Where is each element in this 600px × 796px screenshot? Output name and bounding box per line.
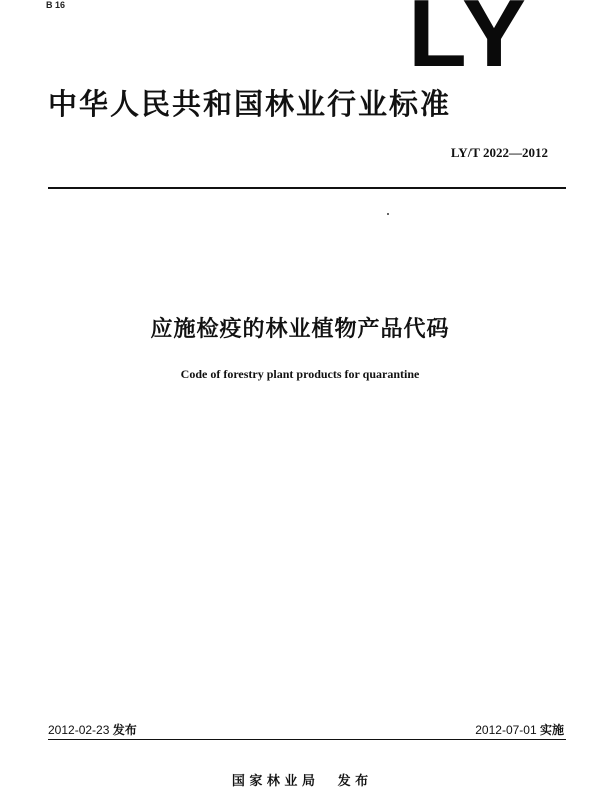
document-title: 应施检疫的林业植物产品代码 — [150, 317, 450, 342]
issue-date — [48, 721, 137, 738]
publisher — [0, 770, 600, 789]
issue-date-label: 发布 — [112, 723, 137, 737]
standard-logo: LY — [408, 0, 530, 87]
header-divider — [48, 187, 566, 189]
footer-divider — [48, 739, 566, 740]
publisher-name: 国 家 林 业 局 — [231, 774, 315, 789]
implementation-date-value: 2012-07-01 — [475, 723, 537, 737]
document-subtitle-english: Code of forestry plant products for quarantine — [180, 367, 420, 381]
classification-code: B 16 — [46, 0, 66, 10]
scan-speck — [387, 213, 389, 215]
implementation-date-label: 实施 — [539, 723, 564, 737]
issuer-title: 中华人民共和国林业行业标准 — [48, 87, 452, 121]
implementation-date — [475, 721, 564, 738]
issue-date-value: 2012-02-23 — [48, 723, 110, 737]
publisher-action: 发 布 — [337, 774, 369, 789]
standard-number: LY/T 2022—2012 — [450, 145, 548, 160]
